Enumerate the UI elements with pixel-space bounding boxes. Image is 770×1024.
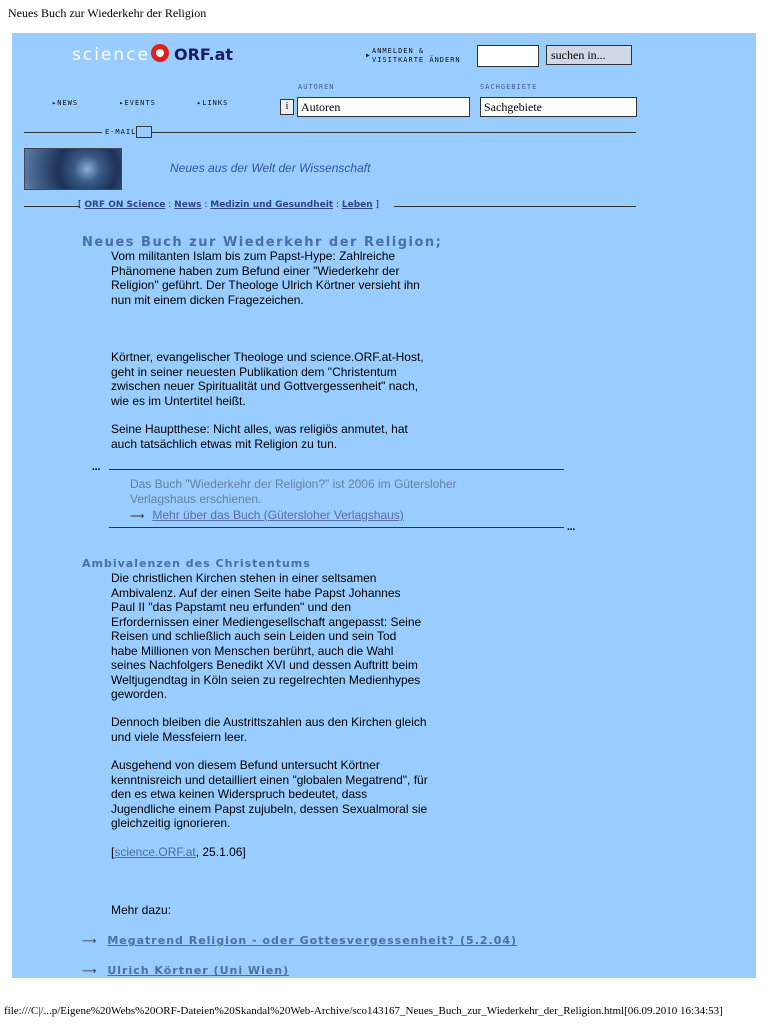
logo-science[interactable]: science [72, 45, 150, 65]
sachgebiete-select[interactable]: Sachgebiete [480, 97, 637, 117]
nav-links[interactable]: ▸LINKS [197, 99, 229, 107]
arrow-right-icon: ▶ [366, 52, 371, 59]
autoren-label: AUTOREN [298, 83, 335, 91]
breadcrumb-item[interactable]: News [174, 200, 202, 210]
breadcrumb-item[interactable]: Medizin und Gesundheit [210, 200, 334, 210]
nav-events[interactable]: ▸EVENTS [119, 99, 156, 107]
divider [109, 469, 564, 470]
divider [109, 527, 564, 528]
article-lead: Vom militanten Islam bis zum Papst-Hype: Zahlreiche Phänomene haben zum Befund einer "Wiederkehr der Religion" geführt. Der Theologe Ulrich Körtner versieht ihn nun mit einem dicken Fragezeichen. [111, 249, 420, 307]
related-link[interactable]: ⟶ Ulrich Körtner (Uni Wien) [82, 964, 290, 977]
print-footer: file:///C|/...p/Eigene%20Webs%20ORF-Dateien%20Skandal%20Web-Archive/sco143167_Neues_Buch_zur_Wiederkehr_der_Religion.html[06.09.2010 16:34:53] [4, 1005, 723, 1017]
logo-orf[interactable]: ORF.at [174, 45, 234, 64]
section-heading: Ambivalenzen des Christentums [82, 557, 311, 570]
print-header: Neues Buch zur Wiederkehr der Religion [8, 6, 207, 20]
article-title: Neues Buch zur Wiederkehr der Religion; [82, 235, 443, 250]
info-box-text: Das Buch "Wiederkehr der Religion?" ist 2006 im Gütersloher Verlagshaus erschienen. [130, 477, 457, 506]
source-link[interactable]: science.ORF.at [114, 845, 196, 859]
info-box-link[interactable]: ⟶ Mehr über das Buch (Gütersloher Verlagshaus) [130, 508, 404, 522]
breadcrumb-item[interactable]: Leben [341, 200, 373, 210]
login-link[interactable]: ▶ ANMELDEN & VISITKARTE ÄNDERN [366, 47, 461, 64]
tagline: Neues aus der Welt der Wissenschaft [170, 161, 371, 175]
banner-image [24, 148, 122, 190]
arrow-right-icon: ⟶ [82, 966, 98, 977]
box-dots: ... [92, 461, 101, 473]
email-icon[interactable] [136, 126, 152, 138]
paragraph: Ausgehend von diesem Befund untersucht Körtner kenntnisreich und detailliert einen "globalen Megatrend", für den es etwa keinen Widerspruch bedeutet, dass Jugendliche einem Papst zujubeln, dessen Sexualmoral sie gleichzeitig ignorieren. [111, 758, 428, 830]
breadcrumb: [ ORF ON Science : News : Medizin und Gesundheit : Leben ] [78, 200, 380, 210]
search-input[interactable] [477, 45, 539, 67]
orf-logo-icon[interactable] [151, 44, 169, 62]
nav-news[interactable]: ▸NEWS [52, 99, 79, 107]
paragraph: Seine Hauptthese: Nicht alles, was religiös anmutet, hat auch tatsächlich etwas mit Religion zu tun. [111, 422, 408, 451]
paragraph: Dennoch bleiben die Austrittszahlen aus den Kirchen gleich und viele Messfeiern leer. [111, 715, 427, 744]
divider [24, 206, 80, 207]
search-button[interactable]: suchen in... [546, 45, 632, 65]
related-link[interactable]: ⟶ Megatrend Religion - oder Gottesvergessenheit? (5.2.04) [82, 934, 518, 947]
sachgebiete-label: SACHGEBIETE [480, 83, 538, 91]
autoren-select[interactable]: Autoren [297, 97, 470, 117]
paragraph: Körtner, evangelischer Theologe und science.ORF.at-Host, geht in seiner neuesten Publikation dem "Christentum zwischen neuer Spiritualität und Gottvergessenheit" nach, wie es im Untertitel heißt. [111, 350, 424, 408]
source-line: [science.ORF.at, 25.1.06] [111, 845, 246, 859]
email-link[interactable]: E-MAIL [102, 128, 139, 136]
divider [394, 206, 636, 207]
box-dots: ... [567, 521, 576, 533]
breadcrumb-item[interactable]: ORF ON Science [84, 200, 166, 210]
info-icon[interactable]: i [280, 99, 294, 115]
arrow-right-icon: ⟶ [82, 936, 98, 947]
paragraph: Die christlichen Kirchen stehen in einer seltsamen Ambivalenz. Auf der einen Seite habe Papst Johannes Paul II "das Papstamt neu erfunden" und den Erfordernissen einer Mediengesellschaft angepasst: Seine Reisen und schließlich auch sein Leiden und sein Tod habe Millionen von Menschen berührt, auch die Wahl seines Nachfolgers Benedikt XVI und dessen Auftritt beim Weltjugendtag in Köln seien zu regelrechten Medienhypes geworden. [111, 571, 422, 701]
mehr-dazu-label: Mehr dazu: [111, 903, 172, 917]
arrow-right-icon: ⟶ [130, 511, 145, 522]
main-nav [52, 99, 264, 107]
page-panel [12, 33, 756, 978]
